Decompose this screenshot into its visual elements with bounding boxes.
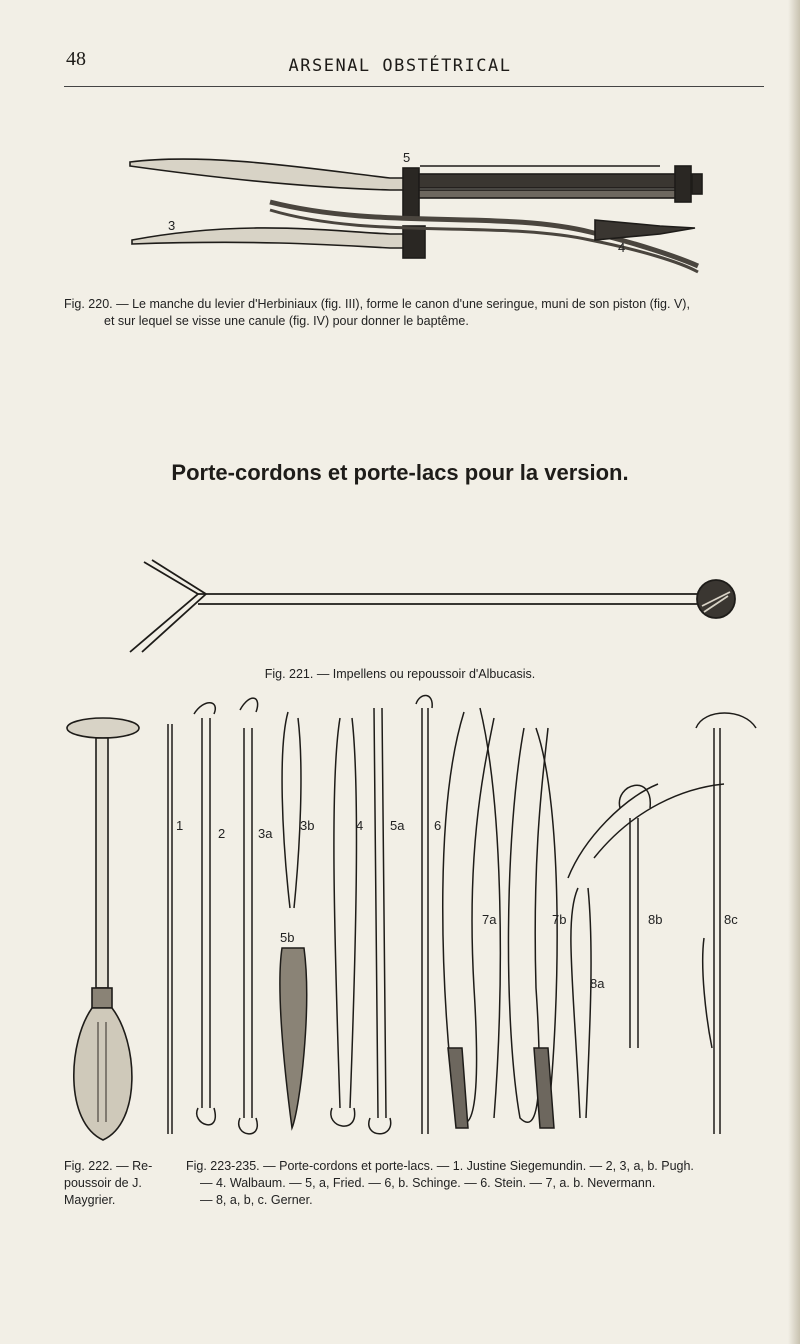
- fig-223-235-illustration: [164, 688, 764, 1144]
- page-edge-shadow: [788, 0, 800, 1344]
- fig-223-235-label-8a: 8a: [590, 976, 605, 991]
- fig-220-caption-line-1: Fig. 220. — Le manche du levier d'Herbiniaux (fig. III), forme le canon d'une seringue, muni de son piston (fig. V),: [64, 297, 690, 311]
- fig-220-caption-line-2: et sur lequel se visse une canule (fig. IV) pour donner le baptême.: [104, 314, 469, 328]
- fig-223-235-label-5a: 5a: [390, 818, 405, 833]
- fig-222-illustration: [62, 712, 148, 1146]
- fig-221-illustration: [124, 556, 740, 660]
- fig-223-235-label-3a: 3a: [258, 826, 273, 841]
- fig-222-caption-line-1: Fig. 222. — Re-: [64, 1159, 153, 1173]
- fig-220-illustration: [120, 140, 710, 282]
- fig-223-235-label-5b: 5b: [280, 930, 295, 945]
- fig-223-235-label-8b: 8b: [648, 912, 663, 927]
- fig-223-235-label-8c: 8c: [724, 912, 738, 927]
- section-heading: Porte-cordons et porte-lacs pour la version.: [171, 460, 629, 485]
- fig-222-caption-line-2: poussoir de J.: [64, 1176, 142, 1190]
- fig-223-235-caption-line-2: — 4. Walbaum. — 5, a, Fried. — 6, b. Schinge. — 6. Stein. — 7, a. b. Nevermann.: [200, 1176, 656, 1190]
- fig-223-235-label-7b: 7b: [552, 912, 567, 927]
- fig-223-235-label-2: 2: [218, 826, 226, 841]
- fig-222-caption-line-3: Maygrier.: [64, 1193, 116, 1207]
- fig-223-235-label-1: 1: [176, 818, 184, 833]
- running-title: ARSENAL OBSTÉTRICAL: [288, 56, 512, 76]
- fig-221-caption: Fig. 221. — Impellens ou repoussoir d'Albucasis.: [264, 667, 536, 681]
- fig-223-235-label-4: 4: [356, 818, 364, 833]
- fig-223-235-caption-line-3: — 8, a, b, c. Gerner.: [200, 1193, 313, 1207]
- fig-220-label-5: 5: [403, 150, 411, 165]
- fig-220-label-4: 4: [618, 240, 626, 255]
- page-number: 48: [66, 48, 86, 70]
- fig-223-235-label-3b: 3b: [300, 818, 315, 833]
- fig-220-label-3: 3: [168, 218, 176, 233]
- fig-223-235-label-7a: 7a: [482, 912, 497, 927]
- header-rule: [64, 86, 764, 87]
- fig-223-235-caption-line-1: Fig. 223-235. — Porte-cordons et porte-lacs. — 1. Justine Siegemundin. — 2, 3, a, b. Pugh.: [186, 1159, 694, 1173]
- fig-223-235-label-6: 6: [434, 818, 442, 833]
